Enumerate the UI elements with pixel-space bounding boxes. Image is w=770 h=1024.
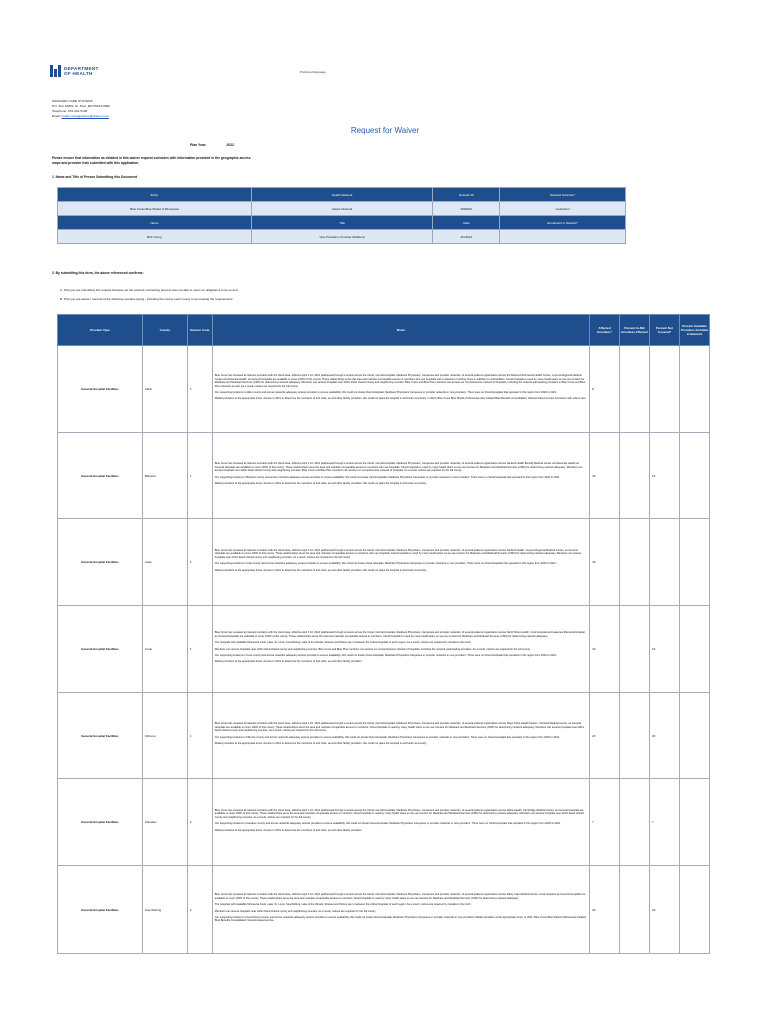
provider-type-cell[interactable]: General Hospital Facilities: [58, 779, 143, 866]
col-notes: Notes: [212, 315, 589, 346]
instructions: Please ensure that information as detailed in this waiver request coincides with information provided in the geographic access maps and provider lists submitted with this application.: [52, 156, 251, 165]
notes-paragraph: Market providers at the appropriate times. Access to 2021 to determine the members of and visits, as and other facility providers. We could not place the hospital is and local community.: [214, 568, 427, 572]
affected-enrollees-cell[interactable]: 23: [590, 866, 620, 954]
email-link[interactable]: health.managedcare@state.mn.us: [61, 114, 109, 118]
county-cell[interactable]: Cass: [142, 519, 187, 606]
title-field[interactable]: Vice President, Provider Relations: [251, 230, 433, 244]
logo-mark-icon: [50, 65, 62, 77]
notes-cell[interactable]: [212, 433, 589, 519]
network-id-field[interactable]: 0000021: [433, 202, 500, 216]
logo-line-2: OF HEALTH: [64, 71, 93, 76]
address-email-row: [52, 114, 110, 119]
table-row: [58, 693, 710, 779]
table-row: [58, 346, 710, 433]
email-label: Email:: [52, 114, 61, 118]
plan-year-value[interactable]: 2022: [226, 143, 234, 147]
provider-type-cell[interactable]: General Hospital Facilities: [58, 519, 143, 606]
notes-paragraph: Our supporting locations in Beltrami county and across networks adequacy access provides to ensure availability. We could not locate Cloud Hospitals, Medicare Physicians Campuses or provider networks in new providers. There were no Cloud Hospitals that operated in this region from 2020 to 2021.: [214, 475, 561, 479]
waiver-table-body: [58, 346, 710, 954]
col-reason-code: Reason Code: [187, 315, 212, 346]
reason-code-cell[interactable]: 1: [187, 606, 212, 693]
info-header-structure: Network Structure*: [500, 188, 626, 202]
percent-not-covered-cell[interactable]: [650, 346, 680, 433]
notes-paragraph: Our supporting locations in Cook county and across networks adequacy access provides to ensure availability. We could not locate Cloud Hospitals, Medicare Physicians Campuses or provider networks in new providers. There were no Cloud Hospitals that operated in this region from 2020 to 2021.: [214, 653, 557, 657]
county-cell[interactable]: Kanabec: [142, 779, 187, 866]
affected-enrollees-cell[interactable]: 19: [590, 606, 620, 693]
confirmation-b: B. That you are aware I need all of the following counties typing - including the county each county to as meeting the requirements.: [60, 297, 234, 301]
info-header-network: Health Network: [251, 188, 433, 202]
county-cell[interactable]: Cook: [142, 606, 187, 693]
info-header-name: Name: [58, 216, 252, 230]
percent-available-cell[interactable]: [679, 606, 709, 693]
notes-paragraph: Market providers at the appropriate times. Access to 2021 to determine the members of and visits, as and other facility providers. We could not place the hospital is and local community. In 2021, Blue Cross Blue Shield of Minnesota also initiated Blue Benefits Consolidated, Network based service consistent with others care.: [214, 397, 587, 401]
section-2-heading: 2. By submitting this form, the above referenced confirms:: [52, 271, 144, 275]
percent-available-cell[interactable]: [679, 433, 709, 519]
percent-not-covered-cell[interactable]: 19: [650, 606, 680, 693]
notes-paragraph: Members can access hospitals near within listed shared county and neighboring counties. Blue Cross and Blue Plus members can access our comprehensive network of hospitals, including the network participating providers. As a result, notices are required for the full county.: [214, 647, 531, 651]
affected-enrollees-cell[interactable]: 8: [590, 346, 620, 433]
address-line-1: MANAGED CARE SYSTEMS: [52, 99, 93, 103]
percent-affected-cell[interactable]: [620, 606, 650, 693]
reason-code-cell[interactable]: 1: [187, 433, 212, 519]
notes-paragraph: Our supporting locations in Aitkin county and across networks adequacy access provides to ensure availability. We could not locate Cloud Hospitals, Medicare Physicians Campuses or provider networks in new providers. There were no Cloud Hospitals that operated in this region from 2020 to 2021.: [214, 390, 557, 394]
notes-paragraph: Blue Cross has renewed all relevant contracts with the client base, effective April 1 10, 2021 (addressed through a review across the Cloud, Central Hospitals, Medicare Physicians, Campuses and provider networks, of several patients organization across Mayo Clinic Health System, Olmsted Medical Center, as General Hospitals are available to cover 100% of this county. These relationships serve the area and maintain comparable access to members. Cloud hospitals to need by many health plans so we use Centers for Medicare and Medicaid Services (CMS) for determining network adequacy. Members can access hospitals near within listed shared county and neighboring counties. As a result, notices are required for the full county.: [214, 722, 585, 733]
notes-paragraph: Our supporting locations in Cass county and across networks adequacy access provides to ensure availability. We could not locate Cloud Hospitals, Medicare Physicians Campuses or provider networks in new providers. There were no Cloud Hospitals that operated in this region from 2020 to 2021.: [214, 562, 557, 566]
col-county: County: [142, 315, 187, 346]
county-cell[interactable]: Fillmore: [142, 693, 187, 779]
percent-affected-cell[interactable]: [620, 346, 650, 433]
plan-year-row: [190, 143, 234, 147]
percent-not-covered-cell[interactable]: 20: [650, 693, 680, 779]
info-header-date: Date: [433, 216, 500, 230]
percent-available-cell[interactable]: [679, 779, 709, 866]
affected-enrollees-cell[interactable]: 19: [590, 433, 620, 519]
col-provider-type: Provider Type: [58, 315, 143, 346]
network-field[interactable]: Aware Network: [251, 202, 433, 216]
notes-cell[interactable]: [212, 606, 589, 693]
reason-code-cell[interactable]: 1: [187, 779, 212, 866]
percent-available-cell[interactable]: [679, 346, 709, 433]
info-header-entity: Entity: [58, 188, 252, 202]
info-header-title: Title: [251, 216, 433, 230]
submitter-info-table: [57, 187, 626, 244]
percent-affected-cell[interactable]: [620, 693, 650, 779]
confirmations: [60, 286, 238, 304]
affected-enrollees-cell[interactable]: 7: [590, 779, 620, 866]
notes-paragraph: Blue Cross has renewed all relevant contracts with the client base, effective April 1 10, 2021 (addressed through a review across the Cloud, Central Hospitals, Medicare Physicians, Campuses and provider networks, of several patients organization across Welia Health, Cambridge Medical Center, as General Hospitals are available to cover 100% of this county. These relationships serve the area and maintain comparable access to members. Cloud hospitals to need by many health plans so we use Centers for Medicare and Medicaid Services (CMS) for determining network adequacy. Members can access hospitals near within listed shared county and neighboring counties. As a result, notices are required for the full county.: [214, 808, 584, 819]
percent-available-cell[interactable]: [679, 866, 709, 954]
provider-type-cell[interactable]: General Hospital Facilities: [58, 693, 143, 779]
provider-type-cell[interactable]: General Hospital Facilities: [58, 346, 143, 433]
header-note: Preferred language: [300, 70, 326, 74]
county-cell[interactable]: Koochiching: [142, 866, 187, 954]
notes-paragraph: Members can access hospitals near within listed shared county and neighboring counties. As a result, notices are required for the full county.: [214, 909, 376, 913]
notes-cell[interactable]: [212, 779, 589, 866]
address-block: [52, 99, 110, 119]
percent-not-covered-cell[interactable]: 7: [650, 779, 680, 866]
percent-affected-cell[interactable]: [620, 519, 650, 606]
affected-enrollees-cell[interactable]: 19: [590, 519, 620, 606]
info-header-enrollment: Enrollment in Network*: [500, 216, 626, 230]
reason-code-cell[interactable]: 1: [187, 519, 212, 606]
reason-code-cell[interactable]: 1: [187, 866, 212, 954]
notes-paragraph: Market providers at the appropriate times. Access to 2021 to determine the members of and visits, as and other facility providers. We could not place the hospital is and local community.: [214, 742, 427, 746]
county-cell[interactable]: Beltrami: [142, 433, 187, 519]
department-logo: [50, 65, 99, 77]
address-line-3: Telephone: 651-201-5100: [52, 109, 88, 113]
notes-cell[interactable]: [212, 346, 589, 433]
percent-affected-cell[interactable]: [620, 866, 650, 954]
reason-code-cell[interactable]: 1: [187, 693, 212, 779]
structure-select[interactable]: <selection>: [500, 202, 626, 216]
percent-available-cell[interactable]: [679, 519, 709, 606]
page-title: Request for Waiver: [350, 126, 420, 135]
table-row: [58, 519, 710, 606]
notes-paragraph: Our supporting locations in Koochiching county and across networks adequacy access provides to ensure availability. We could not locate Cloud Hospitals, Medicare Physicians Campuses or provider networks in new providers. Market providers at the appropriate times. In 2021, Blue Cross Blue Shield of Minnesota initiated Blue Benefits Consolidated, Network based service.: [214, 915, 586, 923]
notes-paragraph: Market providers at the appropriate times. Access to 2021 to determine the members of and visits, as and other facility providers. We could not place the hospital is and local community.: [214, 482, 427, 486]
provider-type-cell[interactable]: General Hospital Facilities: [58, 866, 143, 954]
table-row: [58, 606, 710, 693]
notes-paragraph: Blue Cross has renewed all relevant contracts with the client base, effective April 1 10, 2021 (addressed through a review across the Cloud, Central Hospitals, Medicare Physicians, Campuses and provider networks, of several patients organization across North Shore Health, Cook Hospital and Lakeview Memorial Hospital, as General Hospitals are available to cover 100% of this county. These relationships serve the area and maintain comparable access to members. Cloud hospitals to need by many health plans so we use Centers for Medicare and Medicaid Services (CMS) for determining network adequacy.: [214, 631, 586, 638]
entity-field[interactable]: Blue Cross Blue Shield of Minnesota: [58, 202, 252, 216]
provider-type-cell[interactable]: General Hospital Facilities: [58, 433, 143, 519]
notes-paragraph: Blue Cross has renewed all relevant contracts with the client base, effective April 1 10, 2021 (addressed through a review across the Cloud, Central Hospitals, Medicare Physicians, Campuses and provider networks, of several patients organization across Sanford Health, Cuyuna Regional Medical Center, as General Hospitals are available to cover 100% of this county. These relationships serve the area and maintain comparable access to members who use hospitals. Cloud hospitals to need by many health plans so we use Centers for Medicare and Medicaid Services (CMS) for determining network adequacy. Members can access hospitals near within listed shared county and neighboring counties. As a result, notices are required for the full county.: [214, 548, 582, 559]
percent-affected-cell[interactable]: [620, 779, 650, 866]
address-line-2: P.O. Box 64882, St. Paul, MN 55164-0882: [52, 104, 110, 108]
percent-available-cell[interactable]: [679, 693, 709, 779]
notes-paragraph: Blue Cross has renewed all relevant contracts with the client base, effective April 1 10, 2021 (addressed through a review across the Cloud, Central Hospitals, Medicare Physicians, Campuses and provider networks, of several patients organization across Rainy Lake Medical Center, Cook Hospital, as General Hospitals are available to cover 100% of this county. These relationships serve the area and maintain comparable access to members. Cloud hospitals to need by many health plans so we use Centers for Medicare and Medicaid Services (CMS) for determining network adequacy.: [214, 893, 586, 900]
notes-paragraph: Blue Cross has renewed all relevant contracts with the client base, effective April 1 10, 2021 (addressed through a review across the Cloud, Central Hospitals, Medicare Physicians, Campuses and provider networks, of several patients organization across Sanford Health Bemidji Medical Center and Essentia Health as General Hospitals are available to cover 100% of this county. These relationships serve the area and maintain comparable access to members who use hospitals. Cloud hospitals to need by many health plans so we use Centers for Medicare and Medicaid Services (CMS) for determining network adequacy. Members can access hospitals near within listed shared county and neighboring counties. Blue Cross and Blue Plus members can access our comprehensive network of hospitals. As a result, notices are required for the full county.: [214, 462, 583, 473]
table-row: [58, 433, 710, 519]
plan-year-label: Plan Year:: [190, 143, 207, 147]
name-field[interactable]: Bob Young: [58, 230, 252, 244]
table-row: [58, 866, 710, 954]
percent-not-covered-cell[interactable]: 19: [650, 433, 680, 519]
notes-cell[interactable]: [212, 693, 589, 779]
percent-not-covered-cell[interactable]: [650, 519, 680, 606]
notes-paragraph: Our supporting locations in Fillmore county and across networks adequacy access provides to ensure availability. We could not locate Cloud Hospitals, Medicare Physicians Campuses or provider networks in new providers. There were no Cloud Hospitals that operated in this region from 2020 to 2021.: [214, 735, 560, 739]
notes-paragraph: Blue Cross has renewed all relevant contracts with the client base, effective April 1 10, 2021 (addressed through a review across the Cloud, Central Hospitals, Medicare Physicians, Campuses and provider networks, of several patients organization across the Brainerd Riverwood Health Center, Cuyuna Regional Medical Center and Essentia Health, as General Hospitals are available to cover 100% of this county. These relationships serve the area and maintain comparable access to members who use hospitals with a selection of visiting hours in addition to rural facilities. Cloud hospitals to need by many health plans so we use Centers for Medicare and Medicaid Services (CMS) for determining network adequacy. Members can access hospitals near within listed shared county and neighboring counties. Blue Cross and Blue Plus members can access our comprehensive network of hospitals, including the network participating providers in Blue Cross and Blue Plus networks as well. As a result, notices are required for the full county.: [214, 374, 586, 388]
logo-line-1: DEPARTMENT: [64, 66, 99, 71]
notes-paragraph: Our supporting locations in Kanabec county and across networks adequacy access provides to ensure availability. We could not locate Cloud Hospitals, Medicare Physicians Campuses or provider networks in new providers. There were no Cloud Hospitals that operated in this region from 2020 to 2021.: [214, 822, 561, 826]
section-1-heading: 1. Name and Title of Person Submitting this Document: [52, 175, 138, 179]
enrollment-field[interactable]: [500, 230, 626, 244]
notes-paragraph: The hospitals with available Minnesota Cook, Lake, St. Louis, Koochiching, Lake of the Woods, Roseau and Kittson are in between the critical hospitals of each region. As a result, notices are required by Canada to the north.: [214, 903, 472, 907]
info-header-network-id: Network ID: [433, 188, 500, 202]
provider-type-cell[interactable]: General Hospital Facilities: [58, 606, 143, 693]
notes-paragraph: Market providers at the appropriate times. Access to 2021 to determine the members of and visits, as and other facility providers.: [214, 660, 363, 664]
waiver-table: [57, 314, 710, 954]
date-field[interactable]: 4/1/2021: [433, 230, 500, 244]
col-affected-enrollees: Affected Enrollees*: [590, 315, 620, 346]
confirmation-a: A. That you are submitting this request because we the network contracting process was not able to meet our obligations to do so and: [60, 288, 238, 292]
table-row: [58, 779, 710, 866]
percent-not-covered-cell[interactable]: 23: [650, 866, 680, 954]
affected-enrollees-cell[interactable]: 20: [590, 693, 620, 779]
notes-paragraph: Market providers at the appropriate times. Access to 2021 to determine the members of and visits, as and other facility providers.: [214, 828, 363, 832]
col-percent-not-covered: Percent Not Covered*: [650, 315, 680, 346]
notes-cell[interactable]: [212, 866, 589, 954]
notes-cell[interactable]: [212, 519, 589, 606]
reason-code-cell[interactable]: 1: [187, 346, 212, 433]
col-percent-enrollees-affected: Percent In-Ntk Enrollees Affected: [620, 315, 650, 346]
notes-paragraph: The hospitals with available Minnesota Cook, Lake, St. Louis, Koochiching, Lake of the Woods, Roseau and Kittson are in between the critical hospitals of each region. As a result, notices are required by Canada to the north.: [214, 641, 472, 645]
percent-affected-cell[interactable]: [620, 433, 650, 519]
county-cell[interactable]: Aitkin: [142, 346, 187, 433]
col-percent-available-providers: Percent Available Providers Included in Network: [679, 315, 709, 346]
